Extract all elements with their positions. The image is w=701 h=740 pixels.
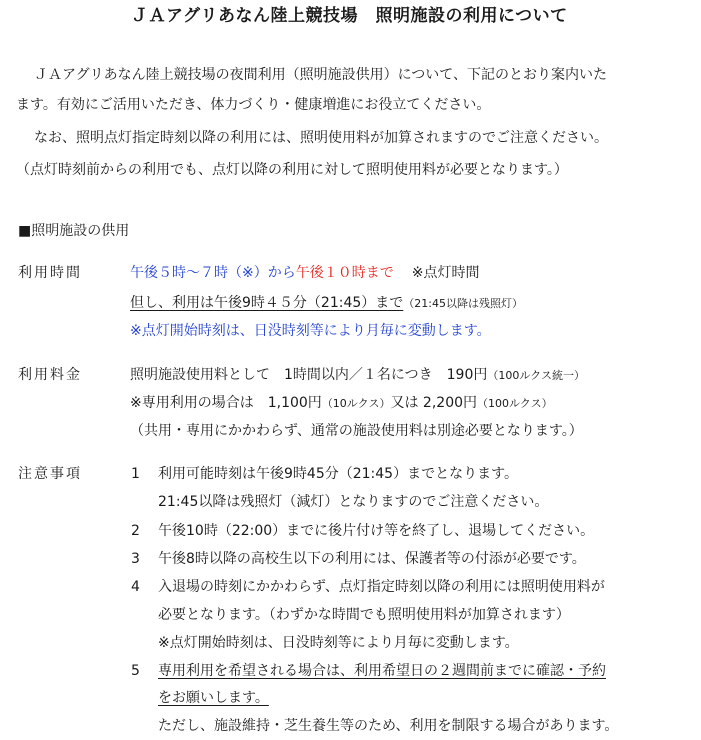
fee-private-b: 又は 2,200円 [390, 395, 478, 411]
fee-main: 照明施設使用料として 1時間以内／１名につき 190円 [130, 367, 488, 383]
note-text: をお願いします。 [158, 690, 269, 706]
section-heading: ■照明施設の供用 [18, 223, 130, 239]
fee-label: 利用料金 [18, 367, 82, 383]
intro-line-2: ます。有効にご活用いただき、体力づくり・健康増進にお役立てください。 [16, 97, 491, 113]
usage-time-line-3: ※点灯開始時刻は、日没時刻等により月毎に変動します。 [130, 323, 491, 339]
note-text: 午後10時（22:00）までに後片付け等を終了し、退場してください。 [158, 523, 595, 539]
fee-private-lux-b: （100ルクス） [477, 397, 553, 410]
fee-line-2 [130, 393, 553, 414]
fee-private-a: ※専用利用の場合は 1,100円 [130, 395, 322, 411]
lighting-time-note: ※点灯時間 [411, 265, 480, 281]
note-text: ただし、施設維持・芝生養生等のため、利用を制限する場合があります。 [158, 718, 619, 734]
fee-private-lux-a: （10ルクス） [321, 397, 391, 410]
note-number-4: 4 [131, 579, 140, 595]
note-text: 必要となります。（わずかな時間でも照明使用料が加算されます） [158, 607, 570, 623]
note-number-1: 1 [131, 466, 140, 482]
usage-time-afterglow-note: （21:45以降は残照灯） [403, 297, 523, 310]
note-text: 利用可能時刻は午後9時45分（21:45）までとなります。 [158, 466, 518, 482]
note-text: 午後8時以降の高校生以下の利用には、保護者等の付添が必要です。 [158, 551, 586, 567]
note-text: 専用利用を希望される場合は、利用希望日の２週間前までに確認・予約 [158, 663, 606, 679]
note-number-5: 5 [131, 663, 140, 679]
intro-line-1: ＪＡアグリあなん陸上競技場の夜間利用（照明施設供用）について、下記のとおり案内いた [34, 67, 608, 83]
usage-time-line-1 [130, 263, 479, 283]
note-text: 入退場の時刻にかかわらず、点灯指定時刻以降の利用には照明使用料が [158, 579, 605, 595]
fee-lux-note: （100ルクス統一） [487, 369, 586, 382]
note-number-3: 3 [131, 551, 140, 567]
usage-time-label: 利用時間 [18, 265, 82, 281]
notes-label: 注意事項 [18, 466, 82, 482]
intro-line-4: （点灯時刻前からの利用でも、点灯以降の利用に対して照明使用料が必要となります。） [16, 162, 568, 178]
usage-time-limit: 但し、利用は午後9時４５分（21:45）まで [130, 295, 404, 311]
usage-time-range-end: 午後１０時まで [295, 265, 394, 281]
usage-time-range-start: 午後５時～７時（※）から [130, 265, 296, 281]
note-text: 21:45以降は残照灯（減灯）となりますのでご注意ください。 [158, 494, 549, 510]
note-text: ※点灯開始時刻は、日没時刻等により月毎に変動します。 [158, 635, 519, 651]
usage-time-line-2 [130, 293, 523, 314]
fee-line-1 [130, 365, 585, 386]
note-number-2: 2 [131, 523, 140, 539]
page-title: ＪＡアグリあなん陸上競技場 照明施設の利用について [131, 6, 568, 26]
fee-line-3: （共用・専用にかかわらず、通常の施設使用料は別途必要となります。） [130, 423, 583, 439]
intro-line-3: なお、照明点灯指定時刻以降の利用には、照明使用料が加算されますのでご注意ください。 [34, 130, 608, 146]
